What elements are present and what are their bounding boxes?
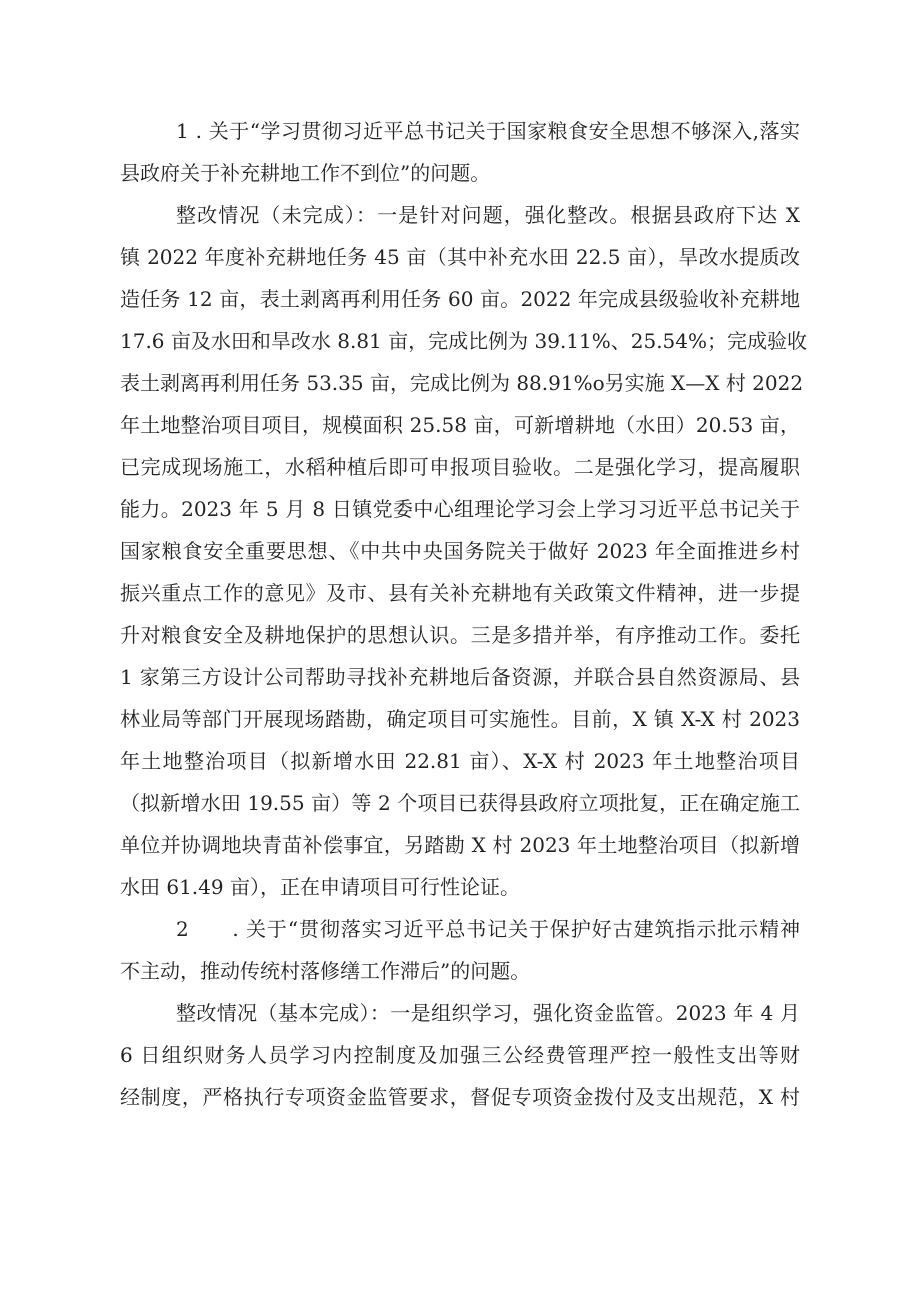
item-1-body-line: 升对粮食安全及耕地保护的思想认识。三是多措并举，有序推动工作。委托 [120, 623, 800, 647]
item-1-body-line: （拟新增水田 19.55 亩）等 2 个项目已获得县政府立项批复，正在确定施工 [120, 791, 800, 815]
item-1-body-line: 已完成现场施工，水稻种植后即可申报项目验收。二是强化学习，提高履职 [120, 455, 800, 479]
item-1-body-line: 1 家第三方设计公司帮助寻找补充耕地后备资源，并联合县自然资源局、县 [120, 665, 800, 689]
item-2-body-line: 整改情况（基本完成）：一是组织学习，强化资金监管。2023 年 4 月 [176, 1001, 800, 1025]
item-1-body-line: 17.6 亩及水田和旱改水 8.81 亩，完成比例为 39.11%、25.54%；完成验收 [120, 329, 808, 353]
item-1-body-line: 整改情况（未完成）：一是针对问题，强化整改。根据县政府下达 X [176, 203, 800, 227]
item-1-body-line: 林业局等部门开展现场踏勘，确定项目可实施性。目前，X 镇 X-X 村 2023 [120, 707, 800, 731]
item-1-heading-line-1: 1 . 关于“学习贯彻习近平总书记关于国家粮食安全思想不够深入,落实 [176, 119, 800, 143]
item-2-body-line: 经制度，严格执行专项资金监管要求，督促专项资金拨付及支出规范，X 村 [120, 1085, 800, 1109]
item-1-body-line: 振兴重点工作的意见》及市、县有关补充耕地有关政策文件精神，进一步提 [120, 581, 800, 605]
item-1-body-line: 能力。2023 年 5 月 8 日镇党委中心组理论学习会上学习习近平总书记关于 [120, 497, 800, 521]
item-1-body-line: 年土地整治项目（拟新增水田 22.81 亩）、X-X 村 2023 年土地整治项目 [120, 749, 800, 773]
item-1-body-line: 单位并协调地块青苗补偿事宜，另踏勘 X 村 2023 年土地整治项目（拟新增 [120, 833, 800, 857]
item-1-body-line: 造任务 12 亩，表土剥离再利用任务 60 亩。2022 年完成县级验收补充耕地 [120, 287, 800, 311]
document-body [120, 110, 808, 1118]
item-1-heading-line-2: 县政府关于补充耕地工作不到位”的问题。 [120, 161, 491, 185]
item-1-body-line: 镇 2022 年度补充耕地任务 45 亩（其中补充水田 22.5 亩），旱改水提质改 [120, 245, 800, 269]
item-2-heading-line-2: 不主动，推动传统村落修缮工作滞后”的问题。 [120, 959, 531, 983]
item-2-body-line: 6 日组织财务人员学习内控制度及加强三公经费管理严控一般性支出等财 [120, 1043, 800, 1067]
item-1-body-line: 水田 61.49 亩），正在申请项目可行性论证。 [120, 875, 520, 899]
item-1-body-line: 年土地整治项目项目，规模面积 25.58 亩，可新增耕地（水田）20.53 亩， [120, 413, 800, 437]
item-2-heading-line-1: 2 . 关于“贯彻落实习近平总书记关于保护好古建筑指示批示精神 [176, 917, 800, 941]
item-1-body-line: 国家粮食安全重要思想、《中共中央国务院关于做好 2023 年全面推进乡村 [120, 539, 800, 563]
item-1-body-line: 表土剥离再利用任务 53.35 亩，完成比例为 88.91%o另实施 X—X 村 2022 [120, 371, 804, 395]
